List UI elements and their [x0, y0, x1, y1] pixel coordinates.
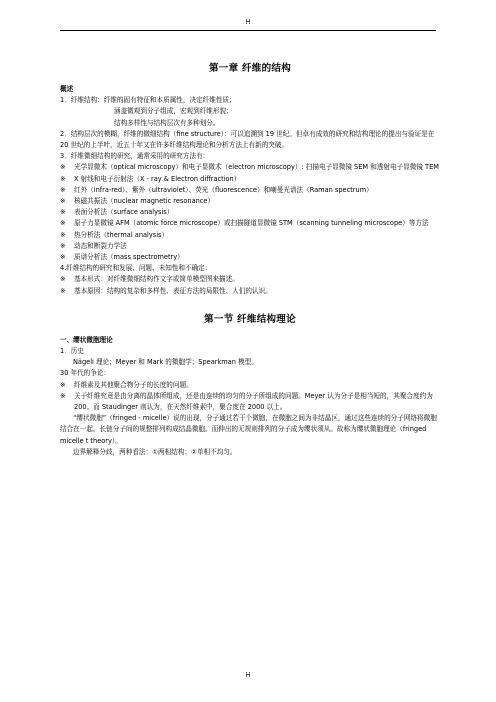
debate-item — [60, 380, 440, 391]
research-issue-item — [60, 274, 440, 285]
chapter-title: 第一章 纤维的结构 — [208, 63, 291, 74]
method-item-text: 核磁共振法（nuclear magnetic resonance） — [74, 197, 215, 206]
method-item — [60, 207, 440, 218]
bullet-icon: ※ — [60, 208, 66, 217]
debate-label: 30 年代的争论： — [60, 369, 111, 378]
bullet-icon: ※ — [60, 174, 66, 183]
method-item — [60, 252, 440, 263]
method-item — [60, 196, 440, 207]
bullet-icon: ※ — [60, 391, 66, 400]
history-label: 1．历史 — [60, 347, 84, 356]
research-issue-text: 基本原因：结构的复杂和多样性、表征方法的局限性、人们的认识。 — [74, 286, 272, 295]
research-issue-item — [60, 286, 440, 297]
bullet-icon: ※ — [60, 219, 66, 228]
page-footer-mark: H — [245, 671, 251, 679]
method-item — [60, 162, 440, 173]
method-item-text: 动态和断裂力学法 — [74, 241, 127, 250]
header-divider — [60, 30, 436, 31]
bullet-icon: ※ — [60, 163, 66, 172]
method-item-text: 热分析法（thermal analysis） — [74, 230, 169, 239]
bullet-icon: ※ — [60, 286, 66, 295]
subsection-heading: 一、缨状微胞理论 — [60, 335, 113, 344]
overview-paragraph-3: 3．纤维微细结构的研究，通常采用的研究方法有： — [60, 152, 210, 161]
overview-paragraph-1-sub-2: 结构多样性与结构层次有多种划分。 — [114, 118, 220, 127]
method-item-text: 红外（infra-red）、紫外（ultraviolet）、荧光（fluorescence）和喇曼光谱法（Raman spectrum） — [74, 185, 373, 194]
bullet-icon: ※ — [60, 230, 66, 239]
bullet-icon: ※ — [60, 380, 66, 389]
boundary-line: 边界解释分歧，两种看法：①两相结构；②单相不均匀。 — [73, 447, 237, 456]
bullet-icon: ※ — [60, 197, 66, 206]
page-header-mark: H — [245, 18, 251, 26]
debate-item — [60, 391, 440, 413]
method-item-text: 原子力显微镜 AFM（atomic force microscope）或扫描隧道显微镜 STM（scanning tunneling microscope）等方法 — [74, 219, 429, 228]
method-item-text: X 射线和电子衍射法（X - ray & Electron diffraction） — [74, 174, 241, 183]
debate-item-text: 关于纤维究竟是由分离的晶体所组成，还是由连续的均匀的分子所组成的问题。Meyer 认为分子是相当短的，其聚合度约为 200。而 Staudinger 则认为，在天然纤维素中，聚合度在 2000 以上。 — [74, 391, 433, 412]
overview-heading: 概述 — [60, 85, 74, 93]
bullet-icon: ※ — [60, 241, 66, 250]
method-item-text: 质谱分析法（mass spectrometry） — [74, 253, 184, 262]
debate-item-text: 纤维素及其他聚合物分子的长度的问题。 — [74, 380, 193, 389]
overview-paragraph-1-sub-1: 涵盖微观到分子组成，宏观到纤维形貌； — [114, 107, 233, 116]
method-item — [60, 174, 440, 185]
bullet-icon: ※ — [60, 185, 66, 194]
overview-paragraph-2: 2．结构层次的模糊，纤维的微细结构（fine structure）：可以追溯到 19 世纪。但卓有成效的研究和结构理论的提出与验证是在 20 世纪的上半叶，近五十年又在许多纤维结构理论和分析方法上有新的突破。 — [60, 129, 435, 150]
history-line: Nägeli 理论；Meyer 和 Mark 的微胞学；Spearkman 模型。 — [73, 358, 258, 367]
bullet-icon: ※ — [60, 275, 66, 284]
overview-paragraph-4: 4.纤维结构的研究和发展、问题、未知性和不确定： — [60, 264, 212, 273]
methods-list — [60, 162, 440, 263]
document-body — [60, 62, 440, 458]
method-item — [60, 185, 440, 196]
research-issue-text: 基本形式：对纤维微细结构作文字或简单模型图来描述。 — [74, 275, 239, 284]
method-item-text: 表面分析法（surface analysis） — [74, 208, 174, 217]
method-item — [60, 241, 440, 252]
method-item — [60, 230, 440, 241]
method-item — [60, 218, 440, 229]
section-title: 第一节 纤维结构理论 — [204, 313, 296, 325]
bullet-icon: ※ — [60, 253, 66, 262]
fringed-micelle-paragraph: “缨状微胞”（fringed - micelle）说的出现，分子通过若干个微胞，在微胞之间为非结晶区，通过这些连续的分子网络将微胞结合在一起。长链分子间的规整排列构成结晶微胞。而伸出的无规则排列的分子成为缨状须从。故称为缨状微胞理论（fringed micelle t theory）。 — [60, 414, 437, 445]
method-item-text: 光学显微术（optical microscopy）和电子显微术（electron microscopy）: 扫描电子显微镜 SEM 和透射电子显微镜 TEM — [74, 163, 439, 172]
overview-paragraph-1: 1．纤维结构：纤维的固有特征和本质属性，决定纤维性质； — [60, 96, 236, 105]
